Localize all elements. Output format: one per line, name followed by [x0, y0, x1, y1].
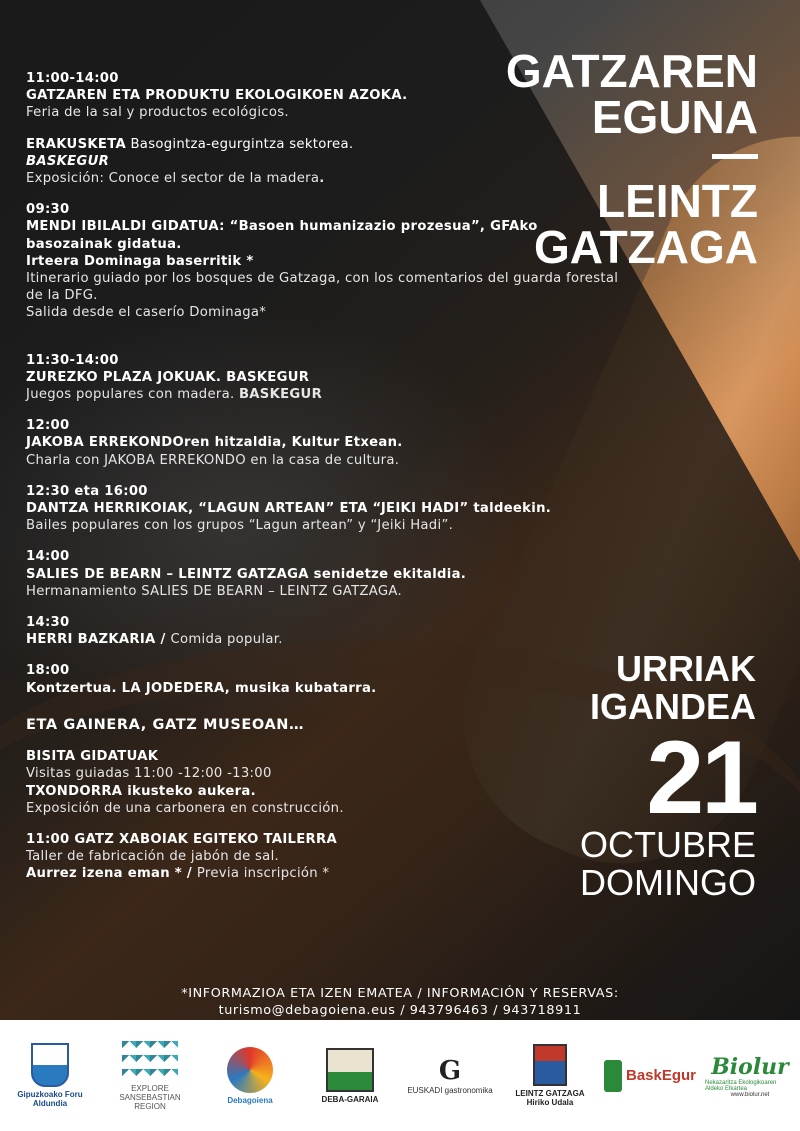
event-time: 11:30-14:00 [26, 352, 119, 368]
event-title: ERAKUSKETA [26, 136, 126, 152]
date-day-es: DOMINGO [580, 862, 756, 903]
title-line-1: GATZAREN [505, 45, 758, 97]
event-date [580, 650, 756, 902]
event-item [26, 483, 626, 535]
event-desc-end: . [319, 171, 325, 187]
debagarraia-caption: DEBA-GARAIA [321, 1094, 379, 1104]
event-title: Kontzertua. LA JODEDERA, musika kubatarra. [26, 680, 377, 696]
gipuzkoa-caption: Gipuzkoako Foru Aldundia [17, 1090, 83, 1108]
leintz-caption: LEINTZ GATZAGA [515, 1089, 585, 1098]
event-item [26, 136, 626, 188]
program-list [26, 70, 626, 897]
euskadi-letter: G [438, 1056, 462, 1086]
title-line-3: LEINTZ [597, 175, 758, 227]
cubes-icon [122, 1041, 178, 1081]
debagoiena-logo [205, 1047, 295, 1105]
castle-icon [533, 1044, 567, 1086]
event-title-rest: Basogintza-egurgintza sektorea. [125, 136, 354, 152]
leintz-caption-2: Hiriko Udala [526, 1098, 574, 1107]
biolur-sub: Nekazaritza Ekologikoaren Aldeko Elkartea [705, 1079, 777, 1092]
explore-caption: EXPLORE SANSEBASTIAN REGION [119, 1083, 181, 1111]
museum-desc-2: Exposición de una carbonera en construcción. [26, 800, 344, 816]
event-desc: Hermanamiento SALIES DE BEARN – LEINTZ GATZAGA. [26, 583, 402, 599]
baskegur-logo [605, 1060, 695, 1092]
event-desc-2: Salida desde el caserío Dominaga* [26, 305, 267, 321]
contact-info [0, 985, 800, 1019]
event-time: 18:00 [26, 663, 70, 679]
museum-heading: ETA GAINERA, GATZ MUSEOAN… [26, 716, 305, 733]
event-desc: Itinerario guiado por los bosques de Gatzaga, con los comentarios del guarda forestal de la DFG. [26, 271, 619, 304]
event-title: DANTZA HERRIKOIAK, “LAGUN ARTEAN” ETA “JEIKI HADI” taldeekin. [26, 501, 552, 517]
event-desc: Juegos populares con madera. [26, 387, 239, 403]
gipuzkoa-logo [5, 1043, 95, 1108]
event-time: 12:00 [26, 418, 70, 434]
museum-title: 11:00 GATZ XABOIAK EGITEKO TAILERRA [26, 831, 337, 847]
event-item [26, 662, 626, 696]
museum-title-2-reg: Previa inscripción * [196, 866, 330, 882]
debagoiena-caption: Debagoiena [227, 1095, 273, 1105]
event-item [26, 614, 626, 648]
event-title: HERRI BAZKARIA / [26, 632, 171, 648]
museum-title-2: Aurrez izena eman * / [26, 866, 197, 882]
title-dash [712, 154, 758, 159]
event-time: 12:30 eta 16:00 [26, 483, 148, 499]
event-title-reg: Comida popular. [170, 632, 283, 648]
museum-title-2: TXONDORRA ikusteko aukera. [26, 783, 256, 799]
info-contacts: turismo@debagoiena.eus / 943796463 / 943718911 [218, 1003, 582, 1018]
event-title: MENDI IBILALDI GIDATUA: “Basoen humanizazio prozesua”, GFAko basozainak gidatua. [26, 219, 538, 252]
biolur-logo [705, 1054, 795, 1098]
event-item [26, 201, 626, 321]
debagarraia-logo [305, 1048, 395, 1104]
date-month-es: OCTUBRE [579, 824, 756, 865]
museum-title: BISITA GIDATUAK [26, 749, 159, 765]
event-item [26, 70, 626, 122]
mountain-icon [326, 1048, 374, 1092]
event-item [26, 417, 626, 469]
title-line-4: GATZAGA [533, 221, 758, 273]
title-line-2: EGUNA [591, 91, 758, 143]
event-title: GATZAREN ETA PRODUKTU EKOLOGIKOEN AZOKA. [26, 88, 408, 104]
event-time: 09:30 [26, 202, 70, 218]
baskegur-mark-icon [604, 1060, 622, 1092]
event-time: 14:30 [26, 615, 70, 631]
event-time: 11:00-14:00 [26, 71, 119, 86]
euskadi-caption: EUSKADI gastronomika [407, 1086, 493, 1095]
event-title: SALIES DE BEARN – LEINTZ GATZAGA senidetze ekitaldia. [26, 566, 467, 582]
biolur-web: www.biolur.net [730, 1091, 770, 1098]
event-title-2: Irteera Dominaga baserritik * [26, 253, 254, 269]
event-desc: Feria de la sal y productos ecológicos. [26, 105, 289, 121]
date-number: 21 [646, 720, 756, 836]
event-desc: Exposición: Conoce el sector de la madera [26, 171, 320, 187]
event-desc: Charla con JAKOBA ERREKONDO en la casa de cultura. [26, 452, 400, 468]
event-subtitle: BASKEGUR [26, 153, 110, 169]
event-item [26, 548, 626, 600]
event-desc-bold: BASKEGUR [238, 387, 323, 403]
museum-desc: Visitas guiadas 11:00 -12:00 -13:00 [26, 766, 272, 782]
museum-desc: Taller de fabricación de jabón de sal. [26, 849, 280, 865]
event-time: 14:00 [26, 549, 70, 565]
event-title: ZUREZKO PLAZA JOKUAK. BASKEGUR [26, 369, 310, 385]
date-month-eu: URRIAK [616, 648, 756, 689]
date-day-eu: IGANDEA [589, 686, 756, 727]
event-title: JAKOBA ERREKONDOren hitzaldia, Kultur Etxean. [26, 435, 403, 451]
info-heading: *INFORMAZIOA ETA IZEN EMATEA / INFORMACIÓN Y RESERVAS: [181, 986, 619, 1001]
sponsor-logos [0, 1020, 800, 1131]
museum-item [26, 831, 626, 883]
leintz-gatzaga-logo [505, 1044, 595, 1107]
baskegur-text: BaskEgur [625, 1067, 697, 1084]
biolur-text: Biolur [711, 1053, 789, 1080]
museum-item [26, 748, 626, 817]
explore-logo [105, 1041, 195, 1111]
event-item [26, 352, 626, 404]
swirl-icon [227, 1047, 273, 1093]
euskadi-gastronomika-logo [405, 1056, 495, 1095]
event-desc: Bailes populares con los grupos “Lagun artean” y “Jeiki Hadi”. [26, 518, 454, 534]
gipuzkoa-shield-icon [31, 1043, 69, 1087]
